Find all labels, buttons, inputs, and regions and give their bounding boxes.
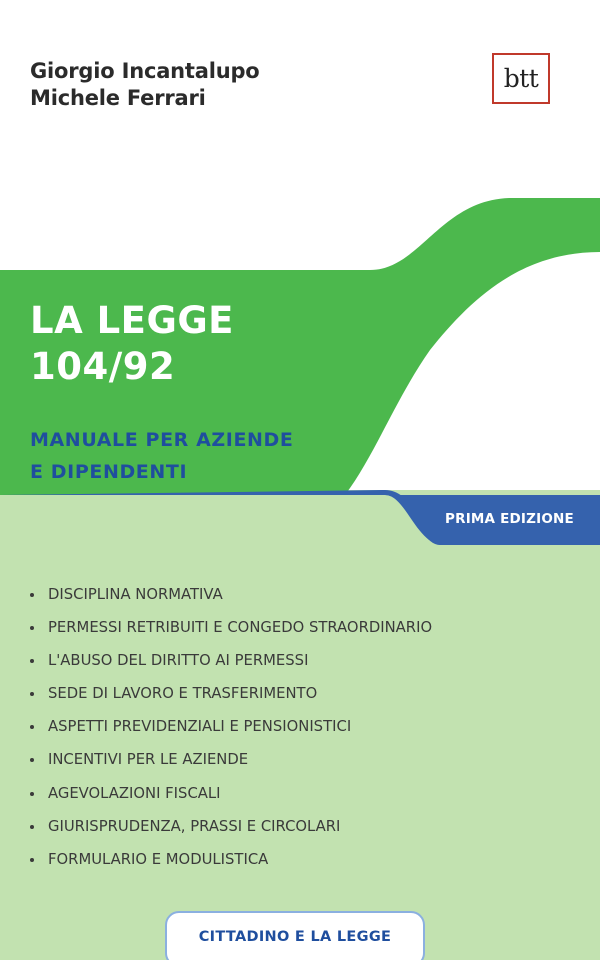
topic-label: PERMESSI RETRIBUITI E CONGEDO STRAORDINARIO xyxy=(48,619,433,637)
book-title xyxy=(30,298,234,390)
bullet-icon xyxy=(30,593,34,597)
author-name: Michele Ferrari xyxy=(30,86,206,110)
title-line: LA LEGGE xyxy=(30,299,234,342)
bullet-icon xyxy=(30,825,34,829)
publisher-logo xyxy=(492,53,550,104)
topic-item xyxy=(30,843,432,876)
topics-list xyxy=(30,578,432,876)
author-name: Giorgio Incantalupo xyxy=(30,59,260,83)
title-line: 104/92 xyxy=(30,345,176,388)
topic-item xyxy=(30,710,432,743)
topic-item xyxy=(30,644,432,677)
topic-label: GIURISPRUDENZA, PRASSI E CIRCOLARI xyxy=(48,817,341,835)
topic-label: AGEVOLAZIONI FISCALI xyxy=(48,784,221,802)
topic-label: DISCIPLINA NORMATIVA xyxy=(48,586,223,603)
topic-item xyxy=(30,743,432,776)
publisher-logo-text: btt xyxy=(503,64,539,93)
topic-label: SEDE DI LAVORO E TRASFERIMENTO xyxy=(48,685,318,703)
book-subtitle xyxy=(30,424,294,488)
topic-item xyxy=(30,777,432,810)
bullet-icon xyxy=(30,725,34,729)
topic-label: FORMULARIO E MODULISTICA xyxy=(48,850,269,868)
authors xyxy=(30,58,260,112)
topic-item xyxy=(30,578,432,611)
edition-label: PRIMA EDIZIONE xyxy=(445,511,574,527)
topic-label: ASPETTI PREVIDENZIALI E PENSIONISTICI xyxy=(48,718,352,736)
bullet-icon xyxy=(30,858,34,862)
topic-label: INCENTIVI PER LE AZIENDE xyxy=(48,751,249,769)
subtitle-line: MANUALE PER AZIENDE xyxy=(30,429,294,451)
topic-item xyxy=(30,810,432,843)
series-label-box xyxy=(165,911,425,960)
topic-label: L'ABUSO DEL DIRITTO AI PERMESSI xyxy=(48,652,309,670)
topic-item xyxy=(30,677,432,710)
bullet-icon xyxy=(30,692,34,696)
subtitle-line: E DIPENDENTI xyxy=(30,461,188,483)
bullet-icon xyxy=(30,626,34,630)
topic-item xyxy=(30,611,432,644)
bullet-icon xyxy=(30,659,34,663)
bullet-icon xyxy=(30,758,34,762)
series-label: CITTADINO E LA LEGGE xyxy=(198,929,392,945)
bullet-icon xyxy=(30,792,34,796)
